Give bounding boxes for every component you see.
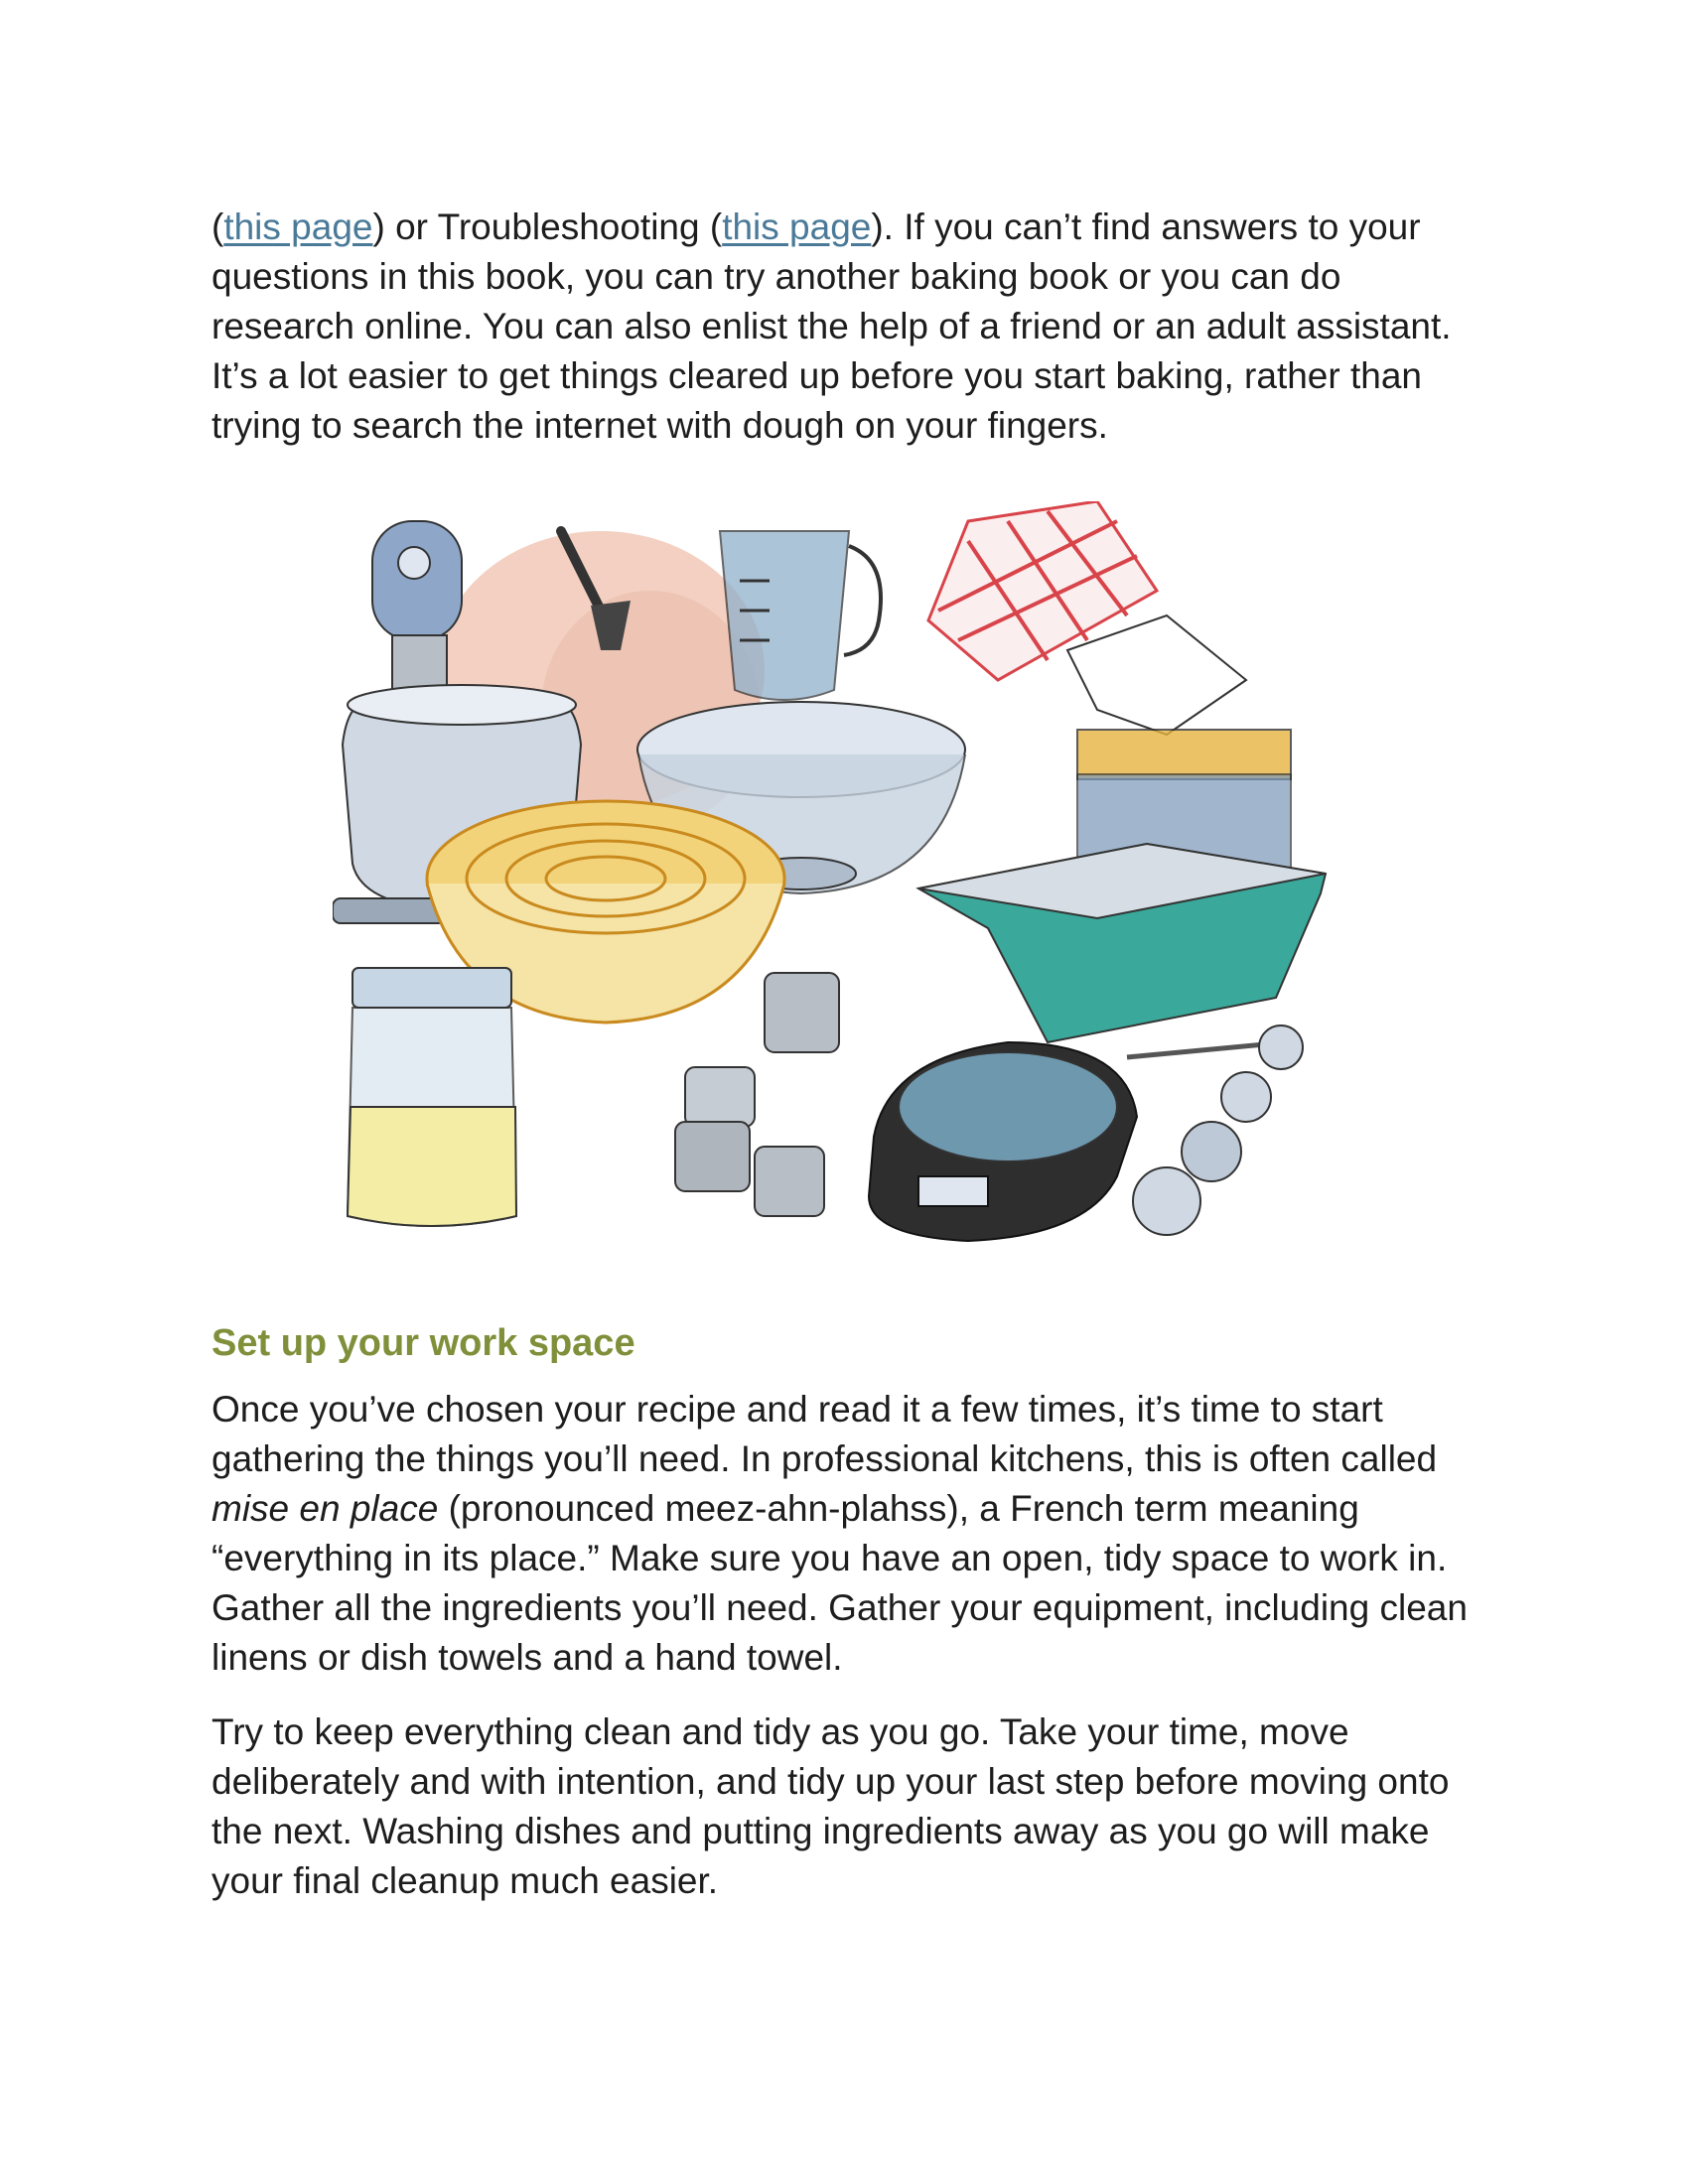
- workspace-text-rest: (pronounced meez-ahn-plahss), a French term meaning “everything in its place.” Make sure you have an open, tidy space to work in. Gather all the ingredients you’ll need. Gather your equipment, including clean linens or dish towels and a hand towel.: [211, 1488, 1468, 1678]
- baking-equipment-illustration: [333, 501, 1345, 1256]
- section-heading: Set up your work space: [211, 1322, 635, 1364]
- workspace-paragraph: [211, 1385, 1482, 1683]
- kitchen-scale-icon: [869, 1042, 1137, 1241]
- loaf-pan-icon: [918, 844, 1326, 1042]
- measuring-cups-icon: [675, 973, 839, 1216]
- tidy-paragraph: Try to keep everything clean and tidy as you go. Take your time, move deliberately and with intention, and tidy up your last step before moving onto the next. Washing dishes and putting ingredients away as you go will make your final cleanup much easier.: [211, 1711, 1450, 1901]
- this-page-link-1[interactable]: this page: [223, 206, 373, 247]
- intro-text-rest: ). If you can’t find answers to your questions in this book, you can try another baking book or you can do research online. You can also enlist the help of a friend or an adult assistant. It’s a lot easier to get things cleared up before you start baking, rather than trying to search the internet with dough on your fingers.: [211, 206, 1452, 446]
- intro-paragraph: [211, 203, 1482, 451]
- intro-text-start: (: [211, 206, 224, 247]
- measuring-spoons-icon: [1127, 1025, 1303, 1235]
- this-page-link-2[interactable]: this page: [722, 206, 872, 247]
- intro-text-mid: ) or Troubleshooting (: [372, 206, 723, 247]
- measuring-jug-icon: [720, 531, 881, 700]
- mise-en-place-term: mise en place: [211, 1488, 439, 1529]
- dish-towel-icon: [928, 501, 1246, 735]
- mason-jar-icon: [348, 968, 516, 1226]
- workspace-text-start: Once you’ve chosen your recipe and read it a few times, it’s time to start gathering the things you’ll need. In professional kitchens, this is often called: [211, 1389, 1438, 1479]
